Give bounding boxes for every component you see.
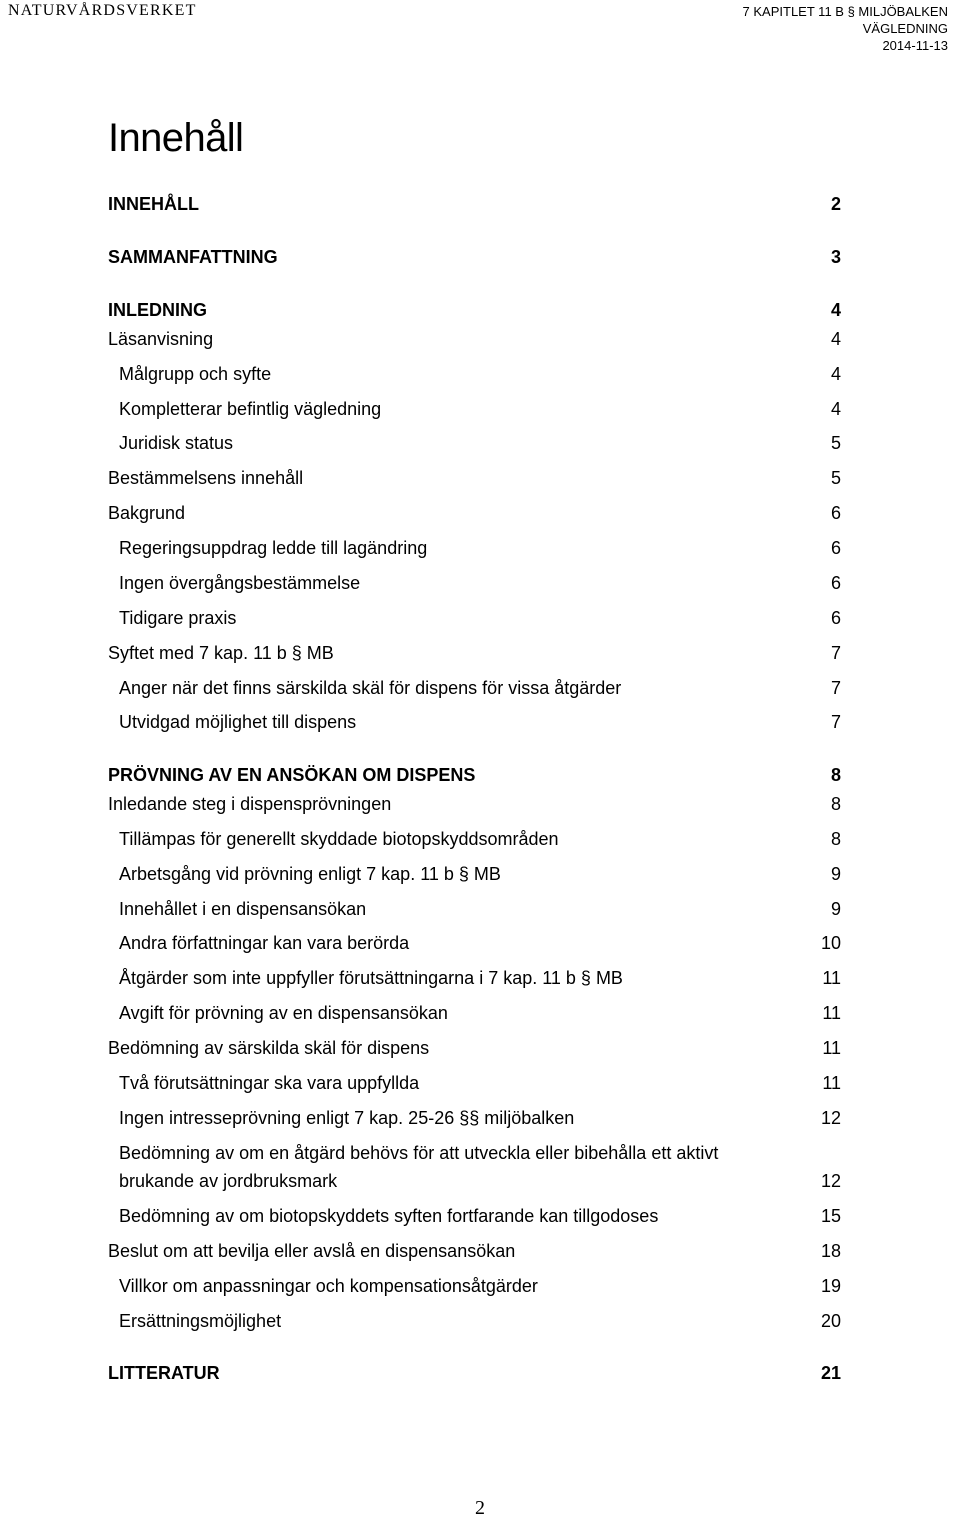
toc-entry[interactable]: Två förutsättningar ska vara uppfyllda 11 [119,1073,841,1093]
toc-entry[interactable]: Bedömning av om en åtgärd behövs för att utveckla eller bibehålla ett aktivt brukande av jordbruksmark 12 [119,1143,841,1191]
toc-entry[interactable]: Avgift för prövning av en dispensansökan 11 [119,1003,841,1023]
toc-entry[interactable]: Utvidgad möjlighet till dispens 7 [119,712,841,732]
toc-entry[interactable]: Målgrupp och syfte 4 [119,364,841,384]
toc-entry[interactable]: Kompletterar befintlig vägledning 4 [119,399,841,419]
toc-entry[interactable]: Andra författningar kan vara berörda 10 [119,933,841,953]
toc-entry[interactable]: Villkor om anpassningar och kompensationsåtgärder 19 [119,1276,841,1296]
document-type: VÄGLEDNING [862,21,948,36]
toc-entry[interactable]: Regeringsuppdrag ledde till lagändring 6 [119,538,841,558]
document-header [743,3,948,54]
toc-entry[interactable]: PRÖVNING AV EN ANSÖKAN OM DISPENS 8 [108,765,841,785]
toc-entry[interactable]: Innehållet i en dispensansökan 9 [119,899,841,919]
toc-entry[interactable]: Bestämmelsens innehåll 5 [108,468,841,488]
toc-entry[interactable]: Inledande steg i dispensprövningen 8 [108,794,841,814]
toc-entry[interactable]: INNEHÅLL 2 [108,194,841,214]
document-chapter: 7 KAPITLET 11 B § MILJÖBALKEN [742,4,948,19]
toc-entry[interactable]: Syftet med 7 kap. 11 b § MB 7 [108,643,841,663]
toc-entry[interactable]: Tidigare praxis 6 [119,608,841,628]
toc-entry[interactable]: Bedömning av särskilda skäl för dispens 11 [108,1038,841,1058]
toc-entry[interactable]: Beslut om att bevilja eller avslå en dispensansökan 18 [108,1241,841,1261]
toc-entry[interactable]: Anger när det finns särskilda skäl för dispens för vissa åtgärder 7 [119,678,841,698]
toc-entry[interactable]: Ingen intresseprövning enligt 7 kap. 25-26 §§ miljöbalken 12 [119,1108,841,1128]
toc-entry[interactable]: Ersättningsmöjlighet 20 [119,1311,841,1331]
publisher-name: NATURVÅRDSVERKET [8,2,197,19]
toc-entry[interactable]: Tillämpas för generellt skyddade biotopskyddsområden 8 [119,829,841,849]
toc-entry[interactable]: Bedömning av om biotopskyddets syften fortfarande kan tillgodoses 15 [119,1206,841,1226]
toc-entry[interactable]: Ingen övergångsbestämmelse 6 [119,573,841,593]
toc-entry[interactable]: Läsanvisning 4 [108,329,841,349]
toc-entry[interactable]: SAMMANFATTNING 3 [108,247,841,267]
page-title: Innehåll [108,116,244,160]
toc-entry[interactable]: INLEDNING 4 [108,300,841,320]
toc-entry[interactable]: Arbetsgång vid prövning enligt 7 kap. 11 b § MB 9 [119,864,841,884]
toc-entry[interactable]: LITTERATUR 21 [108,1363,841,1383]
toc-entry[interactable]: Juridisk status 5 [119,433,841,453]
page-number: 2 [475,1497,485,1519]
toc-entry[interactable]: Bakgrund 6 [108,503,841,523]
toc-entry[interactable]: Åtgärder som inte uppfyller förutsättningarna i 7 kap. 11 b § MB 11 [119,968,841,988]
document-date: 2014-11-13 [882,38,948,53]
